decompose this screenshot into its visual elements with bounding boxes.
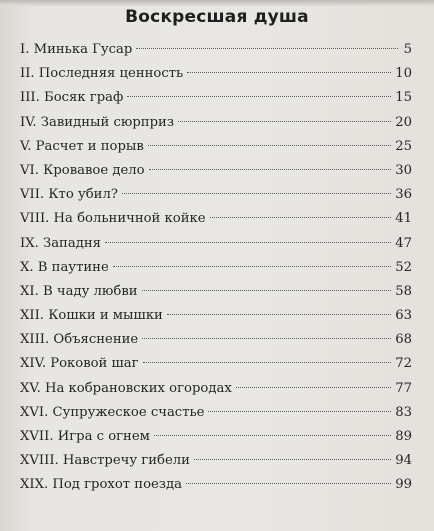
- toc-entry-page: 72: [395, 356, 412, 372]
- toc-entry: [20, 159, 412, 183]
- dot-leader: [154, 435, 391, 436]
- toc-entry-page: 20: [395, 114, 412, 130]
- dot-leader: [178, 121, 391, 122]
- toc-entry: [20, 135, 412, 159]
- toc-entry: [20, 86, 412, 110]
- toc-entry-title: XIV. Роковой шаг: [20, 356, 139, 372]
- dot-leader: [127, 96, 391, 97]
- toc-entry: [20, 425, 412, 449]
- toc-entry: [20, 473, 412, 497]
- toc-entry: [20, 62, 412, 86]
- toc-entry-title: VI. Кровавое дело: [20, 162, 145, 178]
- dot-leader: [143, 362, 392, 363]
- toc-entry-page: 30: [395, 162, 412, 178]
- toc-entry: [20, 304, 412, 328]
- toc-entry-title: I. Минька Гусар: [20, 42, 133, 57]
- toc-entry-page: 63: [395, 308, 412, 324]
- dot-leader: [236, 387, 391, 388]
- toc-entry-page: 25: [395, 138, 412, 154]
- toc-entry-title: III. Босяк граф: [20, 90, 124, 106]
- dot-leader: [186, 483, 391, 484]
- dot-leader: [208, 411, 391, 412]
- toc-entry-title: XI. В чаду любви: [20, 283, 138, 299]
- toc-entry-title: XIX. Под грохот поезда: [20, 477, 182, 493]
- toc-entry-title: II. Последняя ценность: [20, 66, 184, 82]
- toc-entry-title: X. В паутине: [20, 259, 109, 275]
- toc-entry-page: 5: [403, 42, 412, 57]
- toc-entry: [20, 449, 412, 473]
- toc-entry-title: VII. Кто убил?: [20, 187, 118, 203]
- toc-entry-title: XV. На кобрановских огородах: [20, 380, 232, 396]
- toc-entry-title: V. Расчет и порыв: [20, 138, 144, 154]
- toc-entry-page: 89: [395, 429, 412, 444]
- section-heading: Воскресшая душа: [125, 7, 309, 27]
- dot-leader: [187, 72, 391, 73]
- toc-entry-title: XIII. Объяснение: [20, 332, 139, 348]
- toc-entry-title: IV. Завидный сюрприз: [20, 114, 175, 130]
- toc-entry: [20, 328, 412, 352]
- toc-entry: [20, 352, 412, 376]
- toc-entry-page: 10: [395, 66, 412, 82]
- toc-entry-page: 58: [395, 283, 412, 299]
- dot-leader: [136, 48, 398, 49]
- toc-entry: [20, 256, 412, 280]
- toc-entry-page: 68: [395, 332, 412, 348]
- toc-entry: [20, 111, 412, 135]
- toc-entry-title: XVII. Игра с огнем: [20, 429, 150, 444]
- toc-entry-page: 47: [395, 235, 412, 251]
- toc-entry-page: 83: [395, 404, 412, 420]
- dot-leader: [210, 217, 392, 218]
- table-of-contents: [20, 38, 412, 498]
- dot-leader: [122, 193, 391, 194]
- toc-entry-page: 99: [395, 477, 412, 493]
- toc-entry-title: XII. Кошки и мышки: [20, 308, 163, 324]
- page-top-edge: [0, 0, 434, 6]
- toc-entry: [20, 183, 412, 207]
- toc-entry-page: 94: [395, 453, 412, 469]
- toc-entry: [20, 401, 412, 425]
- toc-entry: [20, 207, 412, 231]
- toc-entry: [20, 280, 412, 304]
- dot-leader: [113, 266, 391, 267]
- toc-entry-title: XVIII. Навстречу гибели: [20, 453, 190, 469]
- toc-entry-page: 41: [395, 211, 412, 227]
- dot-leader: [149, 169, 392, 170]
- dot-leader: [142, 290, 392, 291]
- toc-entry-page: 36: [395, 187, 412, 203]
- dot-leader: [167, 314, 391, 315]
- dot-leader: [105, 242, 391, 243]
- toc-entry-page: 77: [395, 380, 412, 396]
- toc-entry-page: 52: [395, 259, 412, 275]
- toc-entry-title: IX. Западня: [20, 235, 101, 251]
- toc-entry: [20, 232, 412, 256]
- dot-leader: [194, 459, 391, 460]
- toc-entry-page: 15: [395, 90, 412, 106]
- toc-entry: [20, 38, 412, 62]
- toc-entry-title: VIII. На больничной койке: [20, 211, 206, 227]
- toc-entry-title: XVI. Супружеское счастье: [20, 404, 205, 420]
- dot-leader: [148, 145, 391, 146]
- dot-leader: [142, 338, 391, 339]
- toc-entry: [20, 377, 412, 401]
